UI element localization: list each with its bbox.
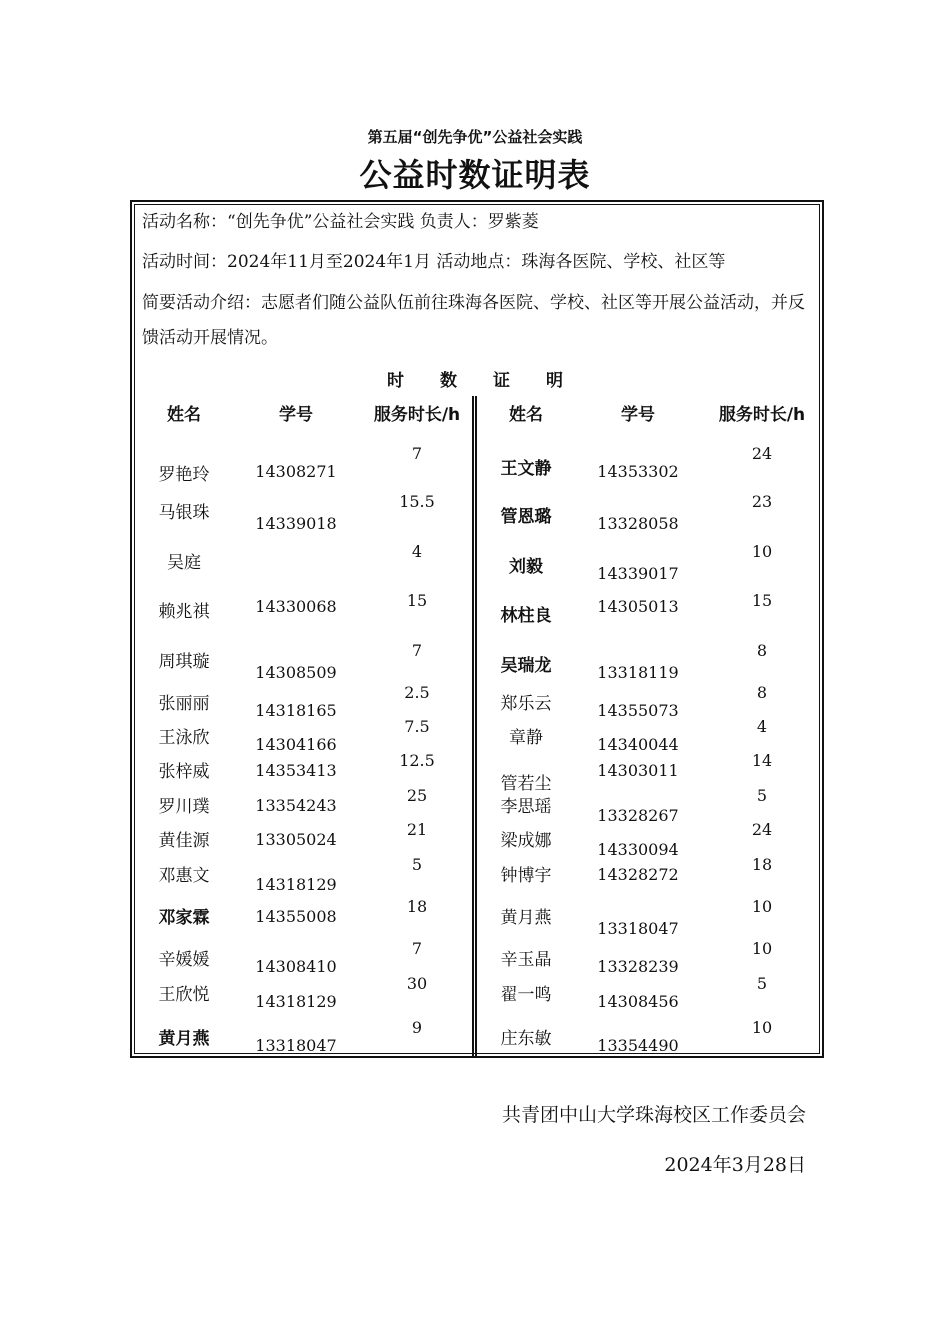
right-row-hours: 8 [756,641,768,660]
form-title: 公益时数证明表 [359,156,591,194]
right-row-student-id: 14328272 [597,865,679,884]
issuing-organization: 共青团中山大学珠海校区工作委员会 [501,1104,806,1126]
right-row-name: 钟博宇 [500,866,552,886]
activity-name-line: 活动名称：“创先争优”公益社会实践 负责人：罗紫菱 [142,212,539,232]
left-row-hours: 12.5 [399,751,435,770]
right-row-hours: 24 [751,444,773,463]
right-row-name: 李思瑶 [500,797,552,817]
right-row-hours: 5 [756,786,768,805]
left-row-name: 邓惠文 [158,866,210,886]
right-header-name: 姓名 [509,405,543,425]
right-header-hours: 服务时长/h [718,405,806,425]
right-row-hours: 18 [751,855,773,874]
left-row-student-id: 13305024 [255,830,337,849]
left-row-hours: 15 [406,591,428,610]
left-row-student-id: 13354243 [255,796,337,815]
left-header-id: 学号 [279,405,313,425]
left-row-student-id: 14353413 [255,761,337,780]
right-row-name: 黄月燕 [500,908,552,928]
left-row-name: 张丽丽 [158,694,210,714]
right-row-student-id: 14353302 [597,462,679,481]
right-row-name: 管恩璐 [500,507,552,527]
left-row-student-id: 14339018 [255,514,337,533]
right-row-name: 吴瑞龙 [500,656,552,676]
right-row-hours: 4 [756,717,768,736]
right-row-name: 管若尘 [500,774,552,794]
right-row-student-id: 14305013 [597,597,679,616]
right-row-hours: 23 [751,492,773,511]
left-row-student-id: 14318129 [255,992,337,1011]
activity-intro: 简要活动介绍：志愿者们随公益队伍前往珠海各医院、学校、社区等开展公益活动，并反馈活动开展情况。 [142,293,805,348]
right-row-name: 刘毅 [509,557,543,577]
left-row-name: 王欣悦 [158,985,210,1005]
form-subtitle: 第五届“创先争优”公益社会实践 [367,128,583,146]
section-title-char: 数 [440,371,457,391]
right-row-student-id: 14303011 [597,761,679,780]
right-row-hours: 15 [751,591,773,610]
right-row-student-id: 13328267 [597,806,679,825]
right-row-name: 王文静 [500,459,552,479]
left-row-student-id: 14308271 [255,462,337,481]
right-row-hours: 10 [751,542,773,561]
right-header-id: 学号 [621,405,655,425]
right-row-hours: 14 [751,751,773,770]
left-row-name: 罗川璞 [158,797,210,817]
right-row-hours: 24 [751,820,773,839]
right-row-student-id: 14330094 [597,840,679,859]
right-row-student-id: 14339017 [597,564,679,583]
right-row-student-id: 14308456 [597,992,679,1011]
left-row-hours: 18 [406,897,428,916]
left-row-student-id: 14318129 [255,875,337,894]
left-row-name: 罗艳玲 [158,465,210,485]
left-row-hours: 7 [411,641,423,660]
left-row-hours: 15.5 [399,492,435,511]
right-row-name: 辛玉晶 [500,950,552,970]
left-row-student-id: 14308410 [255,957,337,976]
right-row-name: 林柱良 [500,606,552,626]
activity-time-line: 活动时间：2024年11月至2024年1月 活动地点：珠海各医院、学校、社区等 [142,252,726,272]
right-row-hours: 10 [751,897,773,916]
right-row-student-id: 14340044 [597,735,679,754]
column-divider [472,396,477,1056]
left-row-hours: 7 [411,444,423,463]
left-row-student-id: 14304166 [255,735,337,754]
right-row-name: 庄东敏 [500,1029,552,1049]
right-row-hours: 5 [756,974,768,993]
right-row-student-id: 14355073 [597,701,679,720]
section-title-char: 证 [493,371,510,391]
left-row-name: 黄月燕 [158,1029,210,1049]
left-row-student-id: 14308509 [255,663,337,682]
right-row-student-id: 13318047 [597,919,679,938]
right-row-hours: 8 [756,683,768,702]
right-row-name: 章静 [509,728,543,748]
left-row-hours: 9 [411,1018,423,1037]
left-row-hours: 25 [406,786,428,805]
section-title [0,366,950,391]
right-row-hours: 10 [751,939,773,958]
section-title-char: 时 [387,371,404,391]
right-row-name: 梁成娜 [500,831,552,851]
left-row-name: 赖兆祺 [158,602,210,622]
left-row-hours: 5 [411,855,423,874]
right-row-name: 翟一鸣 [500,985,552,1005]
left-row-hours: 21 [406,820,428,839]
left-row-name: 辛媛媛 [158,950,210,970]
right-row-student-id: 13328239 [597,957,679,976]
left-row-name: 王泳欣 [158,728,210,748]
left-row-student-id: 14355008 [255,907,337,926]
section-title-char: 明 [546,371,563,391]
left-row-name: 黄佳源 [158,831,210,851]
left-row-student-id: 14330068 [255,597,337,616]
left-row-student-id: 13318047 [255,1036,337,1055]
issue-date: 2024年3月28日 [664,1154,806,1176]
left-row-name: 马银珠 [158,503,210,523]
left-header-name: 姓名 [167,405,201,425]
right-row-student-id: 13318119 [597,663,679,682]
left-row-name: 张梓威 [158,762,210,782]
left-row-name: 吴庭 [167,553,201,573]
left-row-name: 邓家霖 [158,908,210,928]
left-row-student-id: 14318165 [255,701,337,720]
left-row-hours: 30 [406,974,428,993]
left-header-hours: 服务时长/h [373,405,461,425]
left-row-hours: 7.5 [404,717,430,736]
left-row-name: 周琪璇 [158,652,210,672]
left-row-hours: 4 [411,542,423,561]
right-row-student-id: 13328058 [597,514,679,533]
right-row-student-id: 13354490 [597,1036,679,1055]
left-row-hours: 2.5 [404,683,430,702]
right-row-name: 郑乐云 [500,694,552,714]
left-row-hours: 7 [411,939,423,958]
right-row-hours: 10 [751,1018,773,1037]
